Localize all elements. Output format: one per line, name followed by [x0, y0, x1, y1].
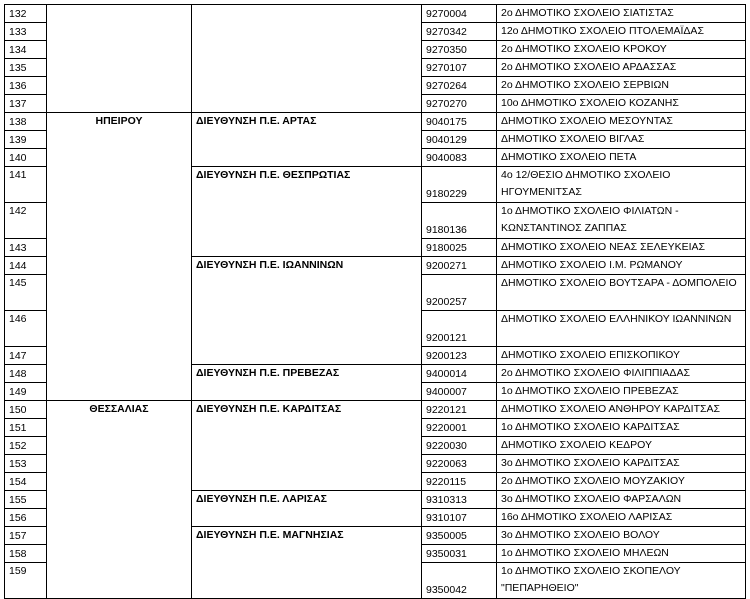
school-name: 2ο ΔΗΜΟΤΙΚΟ ΣΧΟΛΕΙΟ ΚΡΟΚΟΥ: [497, 41, 746, 59]
row-number: 143: [5, 239, 47, 257]
school-code: 9400014: [422, 365, 497, 383]
region-cell: ΘΕΣΣΑΛΙΑΣ: [47, 401, 192, 599]
school-code: 9200257: [422, 275, 497, 311]
school-code: 9270264: [422, 77, 497, 95]
row-number: 134: [5, 41, 47, 59]
row-number: 148: [5, 365, 47, 383]
table-row: [5, 5, 746, 23]
school-code: 9040175: [422, 113, 497, 131]
school-name: 4ο 12/ΘΕΣΙΟ ΔΗΜΟΤΙΚΟ ΣΧΟΛΕΙΟ ΗΓΟΥΜΕΝΙΤΣΑΣ: [497, 167, 746, 203]
directorate-cell: ΔΙΕΥΘΥΝΣΗ Π.Ε. ΑΡΤΑΣ: [192, 113, 422, 167]
school-name: 1ο ΔΗΜΟΤΙΚΟ ΣΧΟΛΕΙΟ ΣΚΟΠΕΛΟΥ "ΠΕΠΑΡΗΘΕΙΟ": [497, 563, 746, 599]
school-code: 9350042: [422, 563, 497, 599]
schools-table: [4, 4, 746, 599]
school-code: 9220063: [422, 455, 497, 473]
row-number: 142: [5, 203, 47, 239]
row-number: 146: [5, 311, 47, 347]
school-name: 12ο ΔΗΜΟΤΙΚΟ ΣΧΟΛΕΙΟ ΠΤΟΛΕΜΑΪΔΑΣ: [497, 23, 746, 41]
region-cell: [47, 5, 192, 113]
school-code: 9200121: [422, 311, 497, 347]
row-number: 156: [5, 509, 47, 527]
row-number: 153: [5, 455, 47, 473]
school-name: 2ο ΔΗΜΟΤΙΚΟ ΣΧΟΛΕΙΟ ΜΟΥΖΑΚΙΟΥ: [497, 473, 746, 491]
school-name: 1ο ΔΗΜΟΤΙΚΟ ΣΧΟΛΕΙΟ ΠΡΕΒΕΖΑΣ: [497, 383, 746, 401]
table-row: [5, 401, 746, 419]
school-name: ΔΗΜΟΤΙΚΟ ΣΧΟΛΕΙΟ ΒΙΓΛΑΣ: [497, 131, 746, 149]
school-name: 3ο ΔΗΜΟΤΙΚΟ ΣΧΟΛΕΙΟ ΚΑΡΔΙΤΣΑΣ: [497, 455, 746, 473]
region-cell: ΗΠΕΙΡΟΥ: [47, 113, 192, 401]
school-code: 9270107: [422, 59, 497, 77]
row-number: 139: [5, 131, 47, 149]
row-number: 149: [5, 383, 47, 401]
school-code: 9200123: [422, 347, 497, 365]
school-name: ΔΗΜΟΤΙΚΟ ΣΧΟΛΕΙΟ Ι.Μ. ΡΩΜΑΝΟΥ: [497, 257, 746, 275]
school-name: ΔΗΜΟΤΙΚΟ ΣΧΟΛΕΙΟ ΕΛΛΗΝΙΚΟΥ ΙΩΑΝΝΙΝΩΝ: [497, 311, 746, 347]
school-name: ΔΗΜΟΤΙΚΟ ΣΧΟΛΕΙΟ ΠΕΤΑ: [497, 149, 746, 167]
row-number: 136: [5, 77, 47, 95]
school-code: 9180136: [422, 203, 497, 239]
row-number: 137: [5, 95, 47, 113]
row-number: 140: [5, 149, 47, 167]
directorate-cell: ΔΙΕΥΘΥΝΣΗ Π.Ε. ΘΕΣΠΡΩΤΙΑΣ: [192, 167, 422, 257]
school-code: 9220121: [422, 401, 497, 419]
row-number: 154: [5, 473, 47, 491]
row-number: 145: [5, 275, 47, 311]
row-number: 138: [5, 113, 47, 131]
table-row: [5, 113, 746, 131]
school-name: 2ο ΔΗΜΟΤΙΚΟ ΣΧΟΛΕΙΟ ΦΙΛΙΠΠΙΑΔΑΣ: [497, 365, 746, 383]
row-number: 133: [5, 23, 47, 41]
school-code: 9180229: [422, 167, 497, 203]
row-number: 152: [5, 437, 47, 455]
school-code: 9180025: [422, 239, 497, 257]
school-code: 9220030: [422, 437, 497, 455]
row-number: 141: [5, 167, 47, 203]
directorate-cell: ΔΙΕΥΘΥΝΣΗ Π.Ε. ΜΑΓΝΗΣΙΑΣ: [192, 527, 422, 599]
school-name: 2ο ΔΗΜΟΤΙΚΟ ΣΧΟΛΕΙΟ ΑΡΔΑΣΣΑΣ: [497, 59, 746, 77]
school-name: 3ο ΔΗΜΟΤΙΚΟ ΣΧΟΛΕΙΟ ΒΟΛΟΥ: [497, 527, 746, 545]
school-name: 2ο ΔΗΜΟΤΙΚΟ ΣΧΟΛΕΙΟ ΣΙΑΤΙΣΤΑΣ: [497, 5, 746, 23]
school-code: 9040083: [422, 149, 497, 167]
row-number: 158: [5, 545, 47, 563]
school-name: 3ο ΔΗΜΟΤΙΚΟ ΣΧΟΛΕΙΟ ΦΑΡΣΑΛΩΝ: [497, 491, 746, 509]
school-code: 9350031: [422, 545, 497, 563]
school-code: 9310107: [422, 509, 497, 527]
school-name: ΔΗΜΟΤΙΚΟ ΣΧΟΛΕΙΟ ΜΕΣΟΥΝΤΑΣ: [497, 113, 746, 131]
row-number: 151: [5, 419, 47, 437]
school-code: 9200271: [422, 257, 497, 275]
row-number: 132: [5, 5, 47, 23]
row-number: 147: [5, 347, 47, 365]
school-name: ΔΗΜΟΤΙΚΟ ΣΧΟΛΕΙΟ ΚΕΔΡΟΥ: [497, 437, 746, 455]
directorate-cell: ΔΙΕΥΘΥΝΣΗ Π.Ε. ΛΑΡΙΣΑΣ: [192, 491, 422, 527]
school-code: 9040129: [422, 131, 497, 149]
school-name: ΔΗΜΟΤΙΚΟ ΣΧΟΛΕΙΟ ΝΕΑΣ ΣΕΛΕΥΚΕΙΑΣ: [497, 239, 746, 257]
school-code: 9350005: [422, 527, 497, 545]
school-code: 9270004: [422, 5, 497, 23]
school-name: ΔΗΜΟΤΙΚΟ ΣΧΟΛΕΙΟ ΕΠΙΣΚΟΠΙΚΟΥ: [497, 347, 746, 365]
school-name: 1ο ΔΗΜΟΤΙΚΟ ΣΧΟΛΕΙΟ ΚΑΡΔΙΤΣΑΣ: [497, 419, 746, 437]
school-name: 10ο ΔΗΜΟΤΙΚΟ ΣΧΟΛΕΙΟ ΚΟΖΑΝΗΣ: [497, 95, 746, 113]
school-name: 16ο ΔΗΜΟΤΙΚΟ ΣΧΟΛΕΙΟ ΛΑΡΙΣΑΣ: [497, 509, 746, 527]
row-number: 135: [5, 59, 47, 77]
school-code: 9220115: [422, 473, 497, 491]
row-number: 144: [5, 257, 47, 275]
school-code: 9400007: [422, 383, 497, 401]
directorate-cell: [192, 5, 422, 113]
school-code: 9220001: [422, 419, 497, 437]
directorate-cell: ΔΙΕΥΘΥΝΣΗ Π.Ε. ΚΑΡΔΙΤΣΑΣ: [192, 401, 422, 491]
school-name: ΔΗΜΟΤΙΚΟ ΣΧΟΛΕΙΟ ΒΟΥΤΣΑΡΑ - ΔΟΜΠΟΛΕΙΟ: [497, 275, 746, 311]
school-code: 9270342: [422, 23, 497, 41]
school-code: 9310313: [422, 491, 497, 509]
row-number: 150: [5, 401, 47, 419]
school-name: ΔΗΜΟΤΙΚΟ ΣΧΟΛΕΙΟ ΑΝΘΗΡΟΥ ΚΑΡΔΙΤΣΑΣ: [497, 401, 746, 419]
school-code: 9270350: [422, 41, 497, 59]
school-code: 9270270: [422, 95, 497, 113]
school-name: 2ο ΔΗΜΟΤΙΚΟ ΣΧΟΛΕΙΟ ΣΕΡΒΙΩΝ: [497, 77, 746, 95]
directorate-cell: ΔΙΕΥΘΥΝΣΗ Π.Ε. ΠΡΕΒΕΖΑΣ: [192, 365, 422, 401]
school-name: 1ο ΔΗΜΟΤΙΚΟ ΣΧΟΛΕΙΟ ΦΙΛΙΑΤΩΝ - ΚΩΝΣΤΑΝΤΙΝΟΣ ΖΑΠΠΑΣ: [497, 203, 746, 239]
row-number: 155: [5, 491, 47, 509]
row-number: 159: [5, 563, 47, 599]
directorate-cell: ΔΙΕΥΘΥΝΣΗ Π.Ε. ΙΩΑΝΝΙΝΩΝ: [192, 257, 422, 365]
school-name: 1ο ΔΗΜΟΤΙΚΟ ΣΧΟΛΕΙΟ ΜΗΛΕΩΝ: [497, 545, 746, 563]
row-number: 157: [5, 527, 47, 545]
